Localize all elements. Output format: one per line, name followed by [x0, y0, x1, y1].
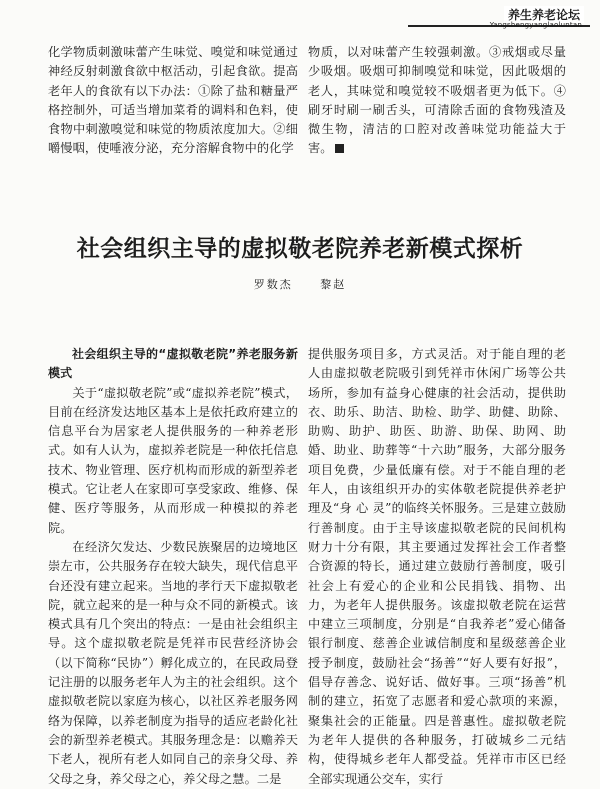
author-1: 罗数杰: [253, 278, 293, 291]
section-heading: 社会组织主导的“虚拟敬老院”养老服务新模式: [48, 347, 298, 381]
column-pinyin: Yangshengyanglaoluntan: [489, 21, 582, 29]
prev-article-text-right: [308, 43, 566, 159]
paragraph-2: 在经济欠发达、少数民族聚居的边境地区崇左市，公共服务存在较大缺失，现代信息平台还没有建立起来。当地的孝行天下虚拟敬老院，就立起来的是一种与众不同的新模式。该模式具有几个突出的特点：一是由社会组织主导。这个虚拟敬老院是凭祥市民营经济协会（以下简称“民协”）孵化成立的，在民政局登记注册的以服务老年人为主的社会组织。这个虚拟敬老院以家庭为核心，以社区养老服务网络为保障，以养老制度为指导的适应老龄化社会的新型养老模式。其服务理念是：以赡养天下老人，视所有老人如同自己的亲身父母、养父母之身，养父母之心，养父母之慧。二是: [48, 539, 298, 786]
prev-article-right-column: [308, 43, 566, 159]
prev-article-text-left: 化学物质刺激味蕾产生味觉、嗅觉和味觉通过神经反射刺激食欲中枢活动，引起食欲。提高老年人的食欲有以下办法：①除了盐和糖量严格控制外，可适当增加菜肴的调料和色料，使食物中刺激嗅觉和味觉的物质浓度加大。②细嚼慢咽，使唾液分泌，充分溶解食物中的化学: [48, 45, 298, 156]
paragraph-1: 关于“虚拟敬老院”或“虚拟养老院”模式，目前在经济发达地区基本上是依托政府建立的信息平台为居家老人提供服务的一种养老形式。如有人认为，虚拟养老院是一种依托信息技术、物业管理、医疗机构而形成的新型养老模式。它让老人在家即可享受家政、维修、保健、医疗等服务，从而形成一种模拟的养老院。: [48, 385, 298, 535]
article-authors: [0, 276, 600, 292]
article-left-column: [48, 345, 298, 789]
column-name: 养生养老论坛: [504, 6, 584, 23]
prev-article-text-right-body: 物质，以对味蕾产生较强刺激。③戒烟或尽量少吸烟。吸烟可抑制嗅觉和味觉，因此吸烟的老人，其味觉和嗅觉较不吸烟者更为低下。④刷牙时刷一刷舌头，可清除舌面的食物残渣及微生物，清洁的口腔对改善味觉功能益大于害。: [308, 45, 566, 156]
paragraph-continued: 提供服务项目多，方式灵活。对于能自理的老人由虚拟敬老院吸引到凭祥市休闲广场等公共场所，参加有益身心健康的社会活动，提供助衣、助乐、助洁、助检、助学、助健、助除、助购、助护、助医、助游、助保、助网、助婚、助业、助葬等“十六助”服务，大部分服务项目免费，少量低廉有偿。对于不能自理的老年人，由该组织开办的实体敬老院提供养老护理及“身 心 灵”的临终关怀服务。三是建立鼓励行善制度。由于主导该虚拟敬老院的民间机构财力十分有限，其主要通过发挥社会工作者整合资源的特长，通过建立鼓励行善制度，吸引社会上有爱心的企业和公民捐钱、捐物、出力，为老年人提供服务。该虚拟敬老院在运营中建立三项制度，分别是“自我养老”爱心储备银行制度、慈善企业诚信制度和星级慈善企业授予制度，鼓励社会“扬善”“好人要有好报”，倡导存善念、说好话、做好事。三项“扬善”机制的建立，拓宽了志愿者和爱心款项的来源，聚集社会的正能量。四是普惠性。虚拟敬老院为老年人提供的各种服务，打破城乡二元结构，使得城乡老年人都受益。凭祥市市区已经全部实现通公交车，实行: [308, 347, 566, 786]
author-2: 黎赵: [320, 278, 347, 291]
article-title: 社会组织主导的虚拟敬老院养老新模式探析: [76, 236, 524, 262]
prev-article-left-column: [48, 43, 298, 159]
article-right-column: [308, 345, 566, 789]
end-mark-icon: [335, 144, 344, 153]
